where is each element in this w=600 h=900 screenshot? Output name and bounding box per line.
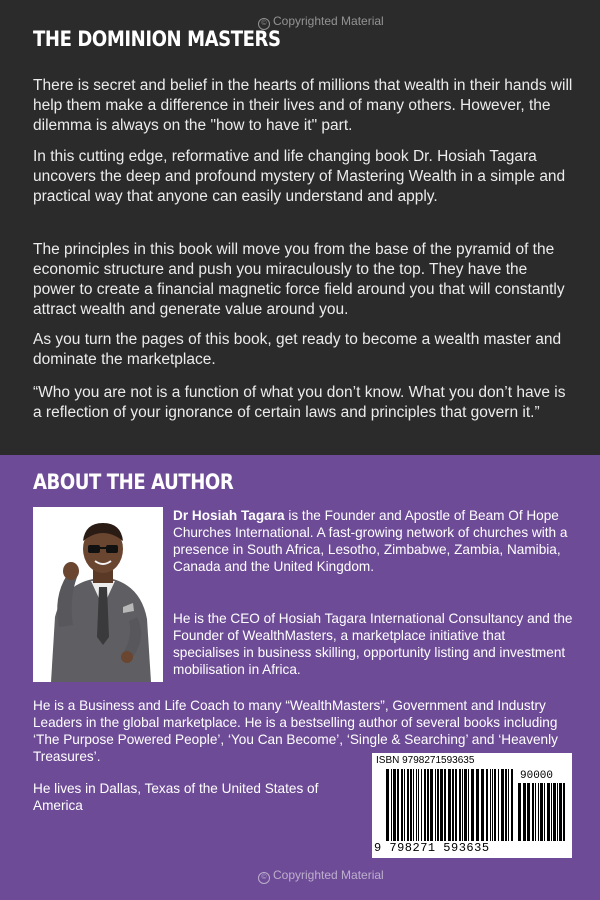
blurb-quote: “Who you are not is a function of what you don’t know. What you don’t have is a reflection of your ignorance of certain laws and principles that govern it.” — [33, 384, 566, 421]
blurb-paragraph-1: There is secret and belief in the hearts of millions that wealth in their hands will help them make a difference in their lives and of many others. However, the dilemma is always on the "how to have it" part. — [33, 77, 573, 134]
barcode-addon-bars-icon — [518, 783, 568, 841]
copyright-icon: © — [258, 18, 270, 30]
watermark-text: Copyrighted Material — [273, 14, 384, 28]
author-name: Dr Hosiah Tagara — [173, 508, 285, 523]
author-bio-paragraph-4: He lives in Dallas, Texas of the United States of America — [33, 781, 319, 813]
isbn-barcode — [372, 753, 572, 858]
section-title-dominion-masters: THE DOMINION MASTERS — [33, 27, 281, 51]
author-bio-paragraph-3: He is a Business and Life Coach to many “WealthMasters”, Government and Industry Leaders in the global marketplace. He is a bestselling author of several books including ‘The Purpose Powered People’, ‘You Can Become’, ‘Single & Searching’ and ‘Heavenly Treasures’. — [33, 698, 558, 764]
author-photo — [33, 507, 163, 682]
blurb-paragraph-4: As you turn the pages of this book, get ready to become a wealth master and dominate the marketplace. — [33, 331, 562, 368]
author-bio-paragraph-2: He is the CEO of Hosiah Tagara International Consultancy and the Founder of WealthMasters, a marketplace initiative that specialises in business skilling, opportunity listing and investment mobilisation in Africa. — [173, 611, 573, 677]
watermark-bottom — [258, 868, 384, 884]
author-bio-1-text: is the Founder and Apostle of Beam Of Hope Churches International. A fast-growing network of churches with a presence in South Africa, Lesotho, Zimbabwe, Zambia, Namibia, Canada and the United Kingdom. — [173, 508, 568, 574]
copyright-icon: © — [258, 872, 270, 884]
author-bio-paragraph-1 — [173, 507, 573, 575]
blurb-paragraph-3: The principles in this book will move you from the base of the pyramid of the economic structure and push you miraculously to the top. They have the power to create a financial magnetic force field around you that will constantly attract wealth and generate value around you. — [33, 241, 565, 318]
watermark-text: Copyrighted Material — [273, 868, 384, 882]
isbn-label: ISBN 9798271593635 — [376, 755, 475, 766]
barcode-digits: 9 798271 593635 — [374, 841, 490, 855]
section-title-about-author: ABOUT THE AUTHOR — [33, 470, 234, 494]
author-portrait-illustration — [33, 507, 163, 682]
barcode-bars-icon — [386, 769, 514, 841]
blurb-paragraph-2: In this cutting edge, reformative and life changing book Dr. Hosiah Tagara uncovers the deep and profound mystery of Mastering Wealth in a simple and practical way that anyone can easily understand and apply. — [33, 148, 566, 205]
barcode-addon-number: 90000 — [520, 770, 554, 782]
